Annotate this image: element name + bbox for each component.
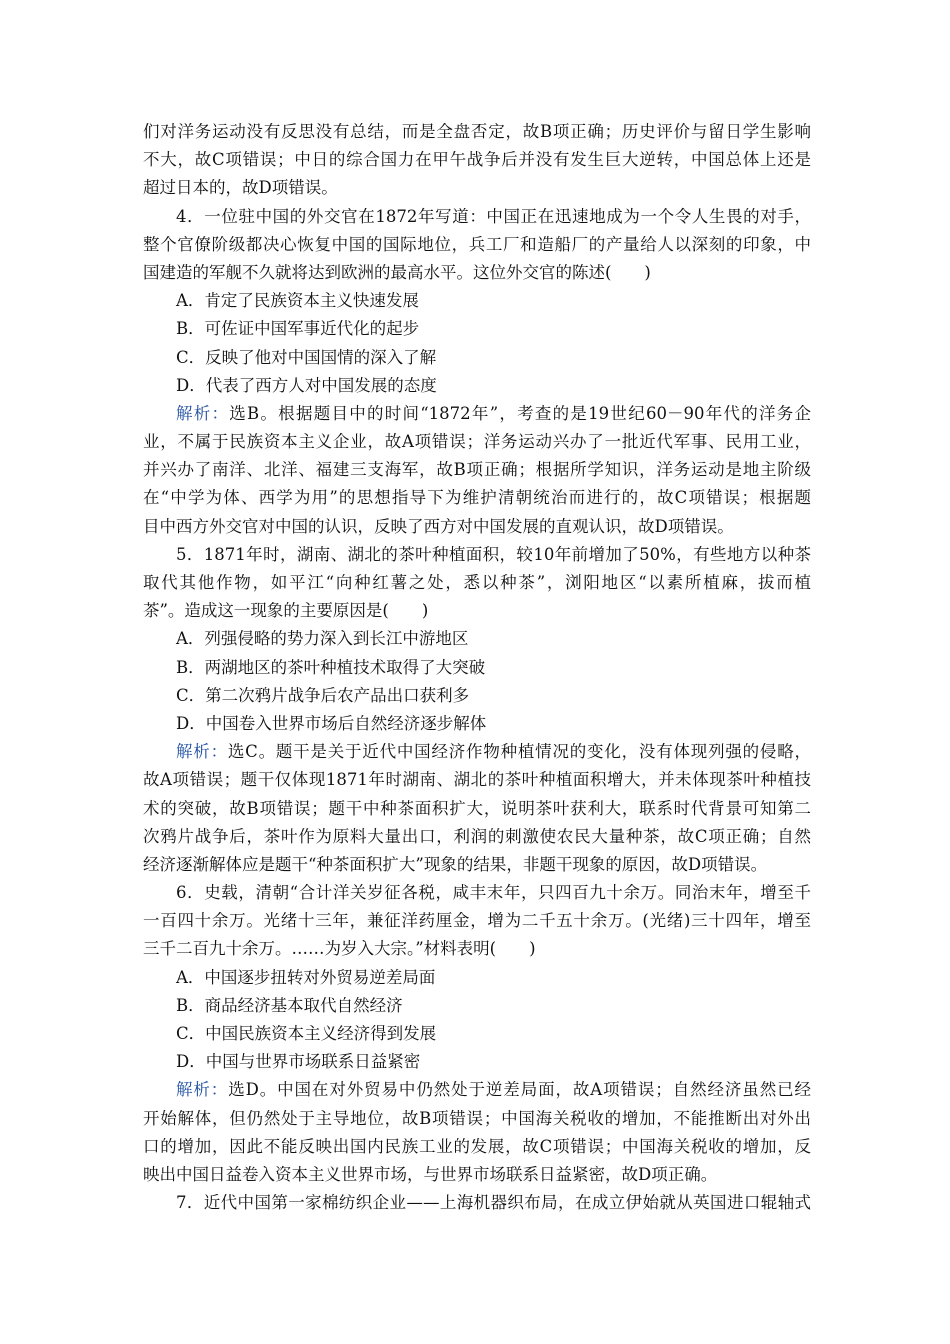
analysis-label: 解析： [176, 742, 228, 762]
option-a: A．中国逐步扭转对外贸易逆差局面 [176, 967, 436, 987]
analysis-text: 选D。中国在对外贸易中仍然处于逆差局面，故A项错误；自然经济虽然已经 [228, 1080, 811, 1100]
option-b: B．可佐证中国军事近代化的起步 [176, 319, 420, 339]
analysis-first-line [143, 1076, 811, 1104]
analysis-text: 选B。根据题目中的时间“1872年”，考查的是19世纪60－90年代的洋务企 [229, 403, 811, 423]
question-stem-line: 茶”。造成这一现象的主要原因是( ) [143, 601, 429, 621]
question-stem-line: 取代其他作物，如平江“向种红薯之处，悉以种茶”，浏阳地区“以素所植麻，拔而植 [143, 573, 811, 592]
option-b: B．商品经济基本取代自然经济 [176, 995, 403, 1015]
analysis-line: 经济逐渐解体应是题干“种茶面积扩大”现象的结果，非题干现象的原因，故D项错误。 [143, 854, 768, 874]
question-stem-line: 5．1871年时，湖南、湖北的茶叶种植面积，较10年前增加了50%，有些地方以种茶 [176, 544, 811, 564]
option-c: C．反映了他对中国国情的深入了解 [176, 347, 437, 367]
option-b: B．两湖地区的茶叶种植技术取得了大突破 [176, 657, 486, 677]
question-4 [143, 203, 811, 541]
analysis-line: 口的增加，因此不能反映出国内民族工业的发展，故C项错误；中国海关税收的增加，反 [143, 1136, 811, 1156]
analysis-line: 次鸦片战争后，茶叶作为原料大量出口，利润的刺激使农民大量种茶，故C项正确；自然 [143, 826, 811, 846]
question-stem-line: 一百四十余万。光绪十三年，兼征洋药厘金，增为二千五十余万。(光绪)三十四年，增至 [143, 911, 811, 931]
analysis-line: 术的突破，故B项错误；题干中种茶面积扩大，说明茶叶获利大，联系时代背景可知第二 [143, 798, 811, 818]
question-stem-line: 4．一位驻中国的外交官在1872年写道：中国正在迅速地成为一个令人生畏的对手， [176, 206, 811, 226]
question-stem-line: 三千二百九十余万。……为岁入大宗。”材料表明( ) [143, 939, 536, 959]
option-a: A．列强侵略的势力深入到长江中游地区 [176, 629, 469, 649]
text-line: 超过日本的，故D项错误。 [143, 178, 338, 198]
analysis-text: 选C。题干是关于近代中国经济作物种植情况的变化，没有体现列强的侵略， [227, 742, 812, 762]
option-d: D．代表了西方人对中国发展的态度 [176, 375, 437, 395]
question-6 [143, 879, 811, 1189]
question-stem-line: 整个官僚阶级都决心恢复中国的国际地位，兵工厂和造船厂的产量给人以深刻的印象，中 [143, 234, 811, 254]
option-c: C．第二次鸦片战争后农产品出口获利多 [176, 685, 470, 705]
question-stem-line: 国建造的军舰不久就将达到欧洲的最高水平。这位外交官的陈述( ) [143, 262, 651, 282]
option-d: D．中国与世界市场联系日益紧密 [176, 1052, 421, 1072]
analysis-line: 在“中学为体、西学为用”的思想指导下为维护清朝统治而进行的，故C项错误；根据题 [143, 488, 811, 508]
analysis-label: 解析： [176, 403, 230, 423]
option-a: A．肯定了民族资本主义快速发展 [176, 291, 419, 311]
question-stem-line: 6．史载，清朝“合计洋关岁征各税，咸丰末年，只四百九十余万。同治末年，增至千 [176, 883, 811, 903]
analysis-first-line [143, 400, 811, 428]
text-line: 不大，故C项错误；中日的综合国力在甲午战争后并没有发生巨大逆转，中国总体上还是 [143, 150, 811, 170]
analysis-first-line [143, 738, 811, 766]
option-c: C．中国民族资本主义经济得到发展 [176, 1024, 437, 1043]
analysis-line: 目中西方外交官对中国的认识，反映了西方对中国发展的直观认识，故D项错误。 [143, 516, 734, 536]
analysis-line: 故A项错误；题干仅体现1871年时湖南、湖北的茶叶种植面积增大，并未体现茶叶种植技 [143, 770, 811, 790]
analysis-line: 并兴办了南洋、北洋、福建三支海军，故B项正确；根据所学知识，洋务运动是地主阶级 [143, 460, 811, 480]
previous-analysis-continuation [143, 118, 811, 203]
document-page [143, 118, 811, 1217]
question-stem-line: 7．近代中国第一家棉纺织企业——上海机器织布局，在成立伊始就从英国进口辊轴式 [176, 1193, 811, 1213]
option-d: D．中国卷入世界市场后自然经济逐步解体 [176, 713, 487, 733]
analysis-line: 业，不属于民族资本主义企业，故A项错误；洋务运动兴办了一批近代军事、民用工业， [143, 432, 811, 452]
analysis-label: 解析： [176, 1080, 229, 1100]
text-line: 们对洋务运动没有反思没有总结，而是全盘否定，故B项正确；历史评价与留日学生影响 [143, 122, 811, 141]
analysis-line: 映出中国日益卷入资本主义世界市场，与世界市场联系日益紧密，故D项正确。 [143, 1164, 718, 1184]
question-5 [143, 541, 811, 879]
question-7 [143, 1189, 811, 1217]
analysis-line: 开始解体，但仍然处于主导地位，故B项错误；中国海关税收的增加，不能推断出对外出 [143, 1108, 811, 1128]
